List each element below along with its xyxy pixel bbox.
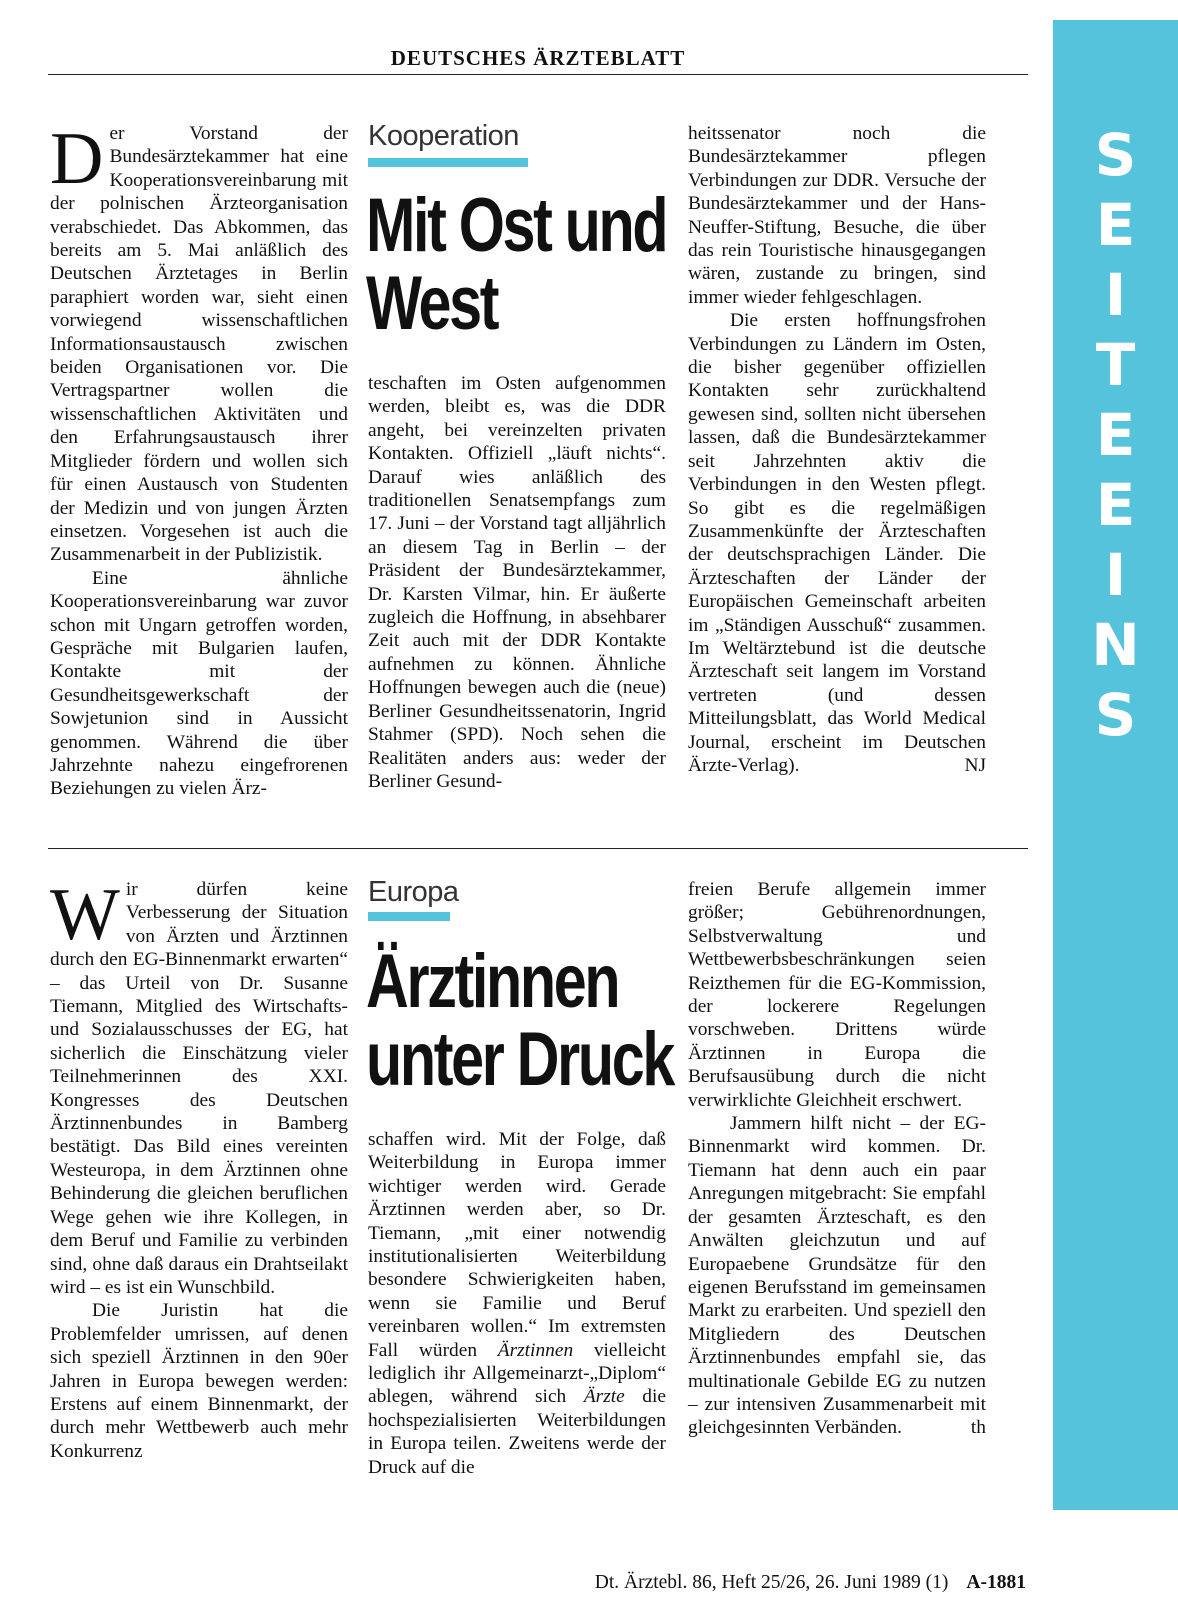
page-footer [595, 1572, 1026, 1594]
article2-paragraph-text: Jammern hilft nicht – der EG-Binnenmarkt wird kommen. Dr. Tiemann hat denn auch ein paar Anregungen mitgebracht: Sie empfahl der gesamten Ärzteschaft, es den Anwälten gleichzutun und auf Europaebene Grundsätze für den eigenen Berufsstand im gemeinsamen Markt zu erarbeiten. Und speziell den Mitgliedern des Deutschen Ärztinnenbundes empfahl sie, das multinationale Gebilde EG zu nutzen – zur intensiven Zusammenarbeit mit gleichgesinnten Verbänden. [688, 1113, 986, 1439]
kicker-bar [368, 912, 450, 921]
article1-column2 [368, 372, 666, 793]
page-number: A-1881 [966, 1572, 1026, 1593]
article2-text: die hochspezialisierten Weiterbildungen in Europa teilen. Zweitens werde der Druck auf die [368, 1386, 666, 1478]
article1-kicker: Kooperation [368, 120, 519, 152]
article2-paragraph [688, 1112, 986, 1440]
kicker-bar [368, 158, 528, 167]
sidebar-letter: E [1095, 191, 1136, 259]
article2-paragraph: freien Berufe allgemein immer größer; Gebührenordnungen, Selbstverwaltung und Wettbewerbsbeschränkungen seien Reizthemen für die EG-Kommission, der lockerere Regelungen vorschweben. Drittens würde Ärztinnen in Europa die Berufsausübung durch die nicht verwirklichte Gleichheit erschwert. [688, 879, 986, 1111]
article1-paragraph: heitssenator noch die Bundesärztekammer pflegen Verbindungen zur DDR. Versuche der Bundesärztekammer und der Hans-Neuffer-Stiftung, Besuche, die über das rein Touristische hinausgegangen wären, zustande zu bringen, sind immer wieder fehlgeschlagen. [688, 123, 986, 308]
article1-paragraph: teschaften im Osten aufgenommen werden, bleibt es, was die DDR angeht, bei vereinzelten privaten Kontakten. Offiziell „läuft nichts“. Darauf wies anläßlich des traditionellen Senatsempfangs zum 17. Juni – der Vorstand tagt alljährlich an diesem Tag in Berlin – der Präsident der Bundesärztekammer, Dr. Karsten Vilmar, hin. Er äußerte zugleich die Hoffnung, in absehbarer Zeit auch mit der DDR Kontakte aufnehmen zu können. Ähnliche Hoffnungen bewegen auch die (neue) Berliner Gesundheitssenatorin, Ingrid Stahmer (SPD). Noch sehen die Realitäten anders aus: weder der Berliner Gesund- [368, 373, 666, 792]
sidebar-letter: I [1104, 541, 1127, 609]
article2-column1 [50, 874, 348, 1463]
article-divider [48, 848, 1028, 849]
article2-text: schaffen wird. Mit der Folge, daß Weiterbildung in Europa immer wichtiger werden wird. Gerade Ärztinnen werden aber, so Dr. Tiemann, „mit einer notwendig institutionalisierten Weiterbildung besondere Schwierigkeiten haben, wenn sie Familie und Beruf vereinbaren wollen.“ Im extremsten Fall würden [368, 1129, 666, 1361]
dropcap: D [50, 118, 104, 200]
article1-paragraph-text: Die ersten hoffnungsfrohen Verbindungen zu Ländern im Osten, die bisher gegenüber offiziellen Kontakten sehr zurückhaltend gewesen sind, sollten nicht übersehen lassen, daß die Bundesärztekammer seit Jahrzehnten aktiv die Verbindungen in den Westen pflegt. So gibt es die regelmäßigen Zusammenkünfte der Ärzteschaften der deutschsprachigen Länder. Die Ärzteschaften der Länder der Europäischen Gemeinschaft arbeiten im „Ständigen Ausschuß“ zusammen. Im Weltärztebund ist die deutsche Ärzteschaft seit langem im Vorstand vertreten (und dessen Mitteilungsblatt, das World Medical Journal, erscheint im Deutschen Ärzte-Verlag). [688, 310, 986, 776]
article2-paragraph [368, 1128, 666, 1479]
article1-column3 [688, 122, 986, 777]
author-signature: th [970, 1417, 986, 1439]
sidebar-letter: E [1095, 471, 1136, 539]
article2-column3 [688, 878, 986, 1440]
sidebar-letters [1053, 120, 1178, 750]
sidebar-letter: S [1094, 121, 1137, 189]
article1-paragraph: er Vorstand der Bundesärztekammer hat eine Kooperationsvereinbarung mit der polnischen Ärzteorganisation verabschiedet. Das Abkommen, das bereits am 5. Mai anläßlich des Deutschen Ärztetages in Berlin paraphiert worden war, sieht einen vorwiegend wissenschaftlichen Informationsaustausch zwischen beiden Organisationen vor. Die Vertragspartner wollen die wissenschaftlichen Aktivitäten und den Erfahrungsaustausch ihrer Mitglieder fördern und wollen sich für einen Austausch von Studenten der Medizin und von jungen Ärzten einsetzen. Vorgesehen ist auch die Zusammenarbeit in der Publizistik. [50, 123, 348, 566]
article2-emphasis: Ärzte [583, 1386, 625, 1408]
dropcap: W [50, 874, 120, 956]
article2-text: vielleicht lediglich ihr Allgemeinarzt-„Diplom“ ablegen, während sich [368, 1339, 666, 1408]
article2-column2 [368, 1128, 666, 1479]
article2-paragraph: ir dürfen keine Verbesserung der Situation von Ärzten und Ärztinnen durch den EG-Binnenmarkt erwarten“ – das Urteil von Dr. Susanne Tiemann, Mitglied des Wirtschafts- und Sozialausschusses der EG, hat sicherlich die Einschätzung vieler Teilnehmerinnen des XXI. Kongresses des Deutschen Ärztinnenbundes in Bamberg bestätigt. Das Bild eines vereinten Westeuropa, in dem Ärztinnen ohne Behinderung die gleichen beruflichen Wege gehen wie ihre Kollegen, in dem Beruf und Familie zu verbinden sind, ohne daß daraus ein Drahtseilakt wird – es ist ein Wunschbild. [50, 879, 348, 1298]
article1-headline-line2: West [366, 261, 498, 346]
article2-emphasis: Ärztinnen [497, 1339, 574, 1361]
footer-citation: Dt. Ärztebl. 86, Heft 25/26, 26. Juni 1989 (1) [594, 1572, 949, 1593]
sidebar-letter: E [1095, 401, 1136, 469]
publication-title: DEUTSCHES ÄRZTEBLATT [390, 46, 686, 70]
article2-headline-line2: unter Druck [366, 1017, 673, 1102]
sidebar-letter: I [1104, 261, 1127, 329]
article1-column1 [50, 118, 348, 801]
article2-paragraph: Die Juristin hat die Problemfelder umrissen, auf denen sich speziell Ärztinnen in den 90er Jahren in Europa bewegen werden: Erstens auf einem Binnenmarkt, der durch mehr Wettbewerb auch mehr Konkurrenz [50, 1300, 348, 1462]
article1-paragraph [688, 309, 986, 777]
section-sidebar [1053, 20, 1178, 1510]
sidebar-letter: N [1091, 611, 1140, 679]
author-signature: NJ [964, 754, 986, 776]
article1-headline-line1: Mit Ost und [366, 183, 667, 268]
article2-headline-line1: Ärztinnen [366, 939, 619, 1024]
article1-paragraph: Eine ähnliche Kooperationsvereinbarung war zuvor schon mit Ungarn getroffen worden, Gespräche mit Bulgarien laufen, Kontakte mit der Gesundheitsgewerkschaft der Sowjetunion sind in Aussicht genommen. Während die über Jahrzehnte nahezu eingefrorenen Beziehungen zu vielen Ärz- [50, 567, 348, 800]
article2-kicker: Europa [368, 876, 459, 908]
sidebar-letter: S [1094, 681, 1137, 749]
sidebar-letter: T [1095, 331, 1136, 399]
header-rule [48, 74, 1028, 75]
